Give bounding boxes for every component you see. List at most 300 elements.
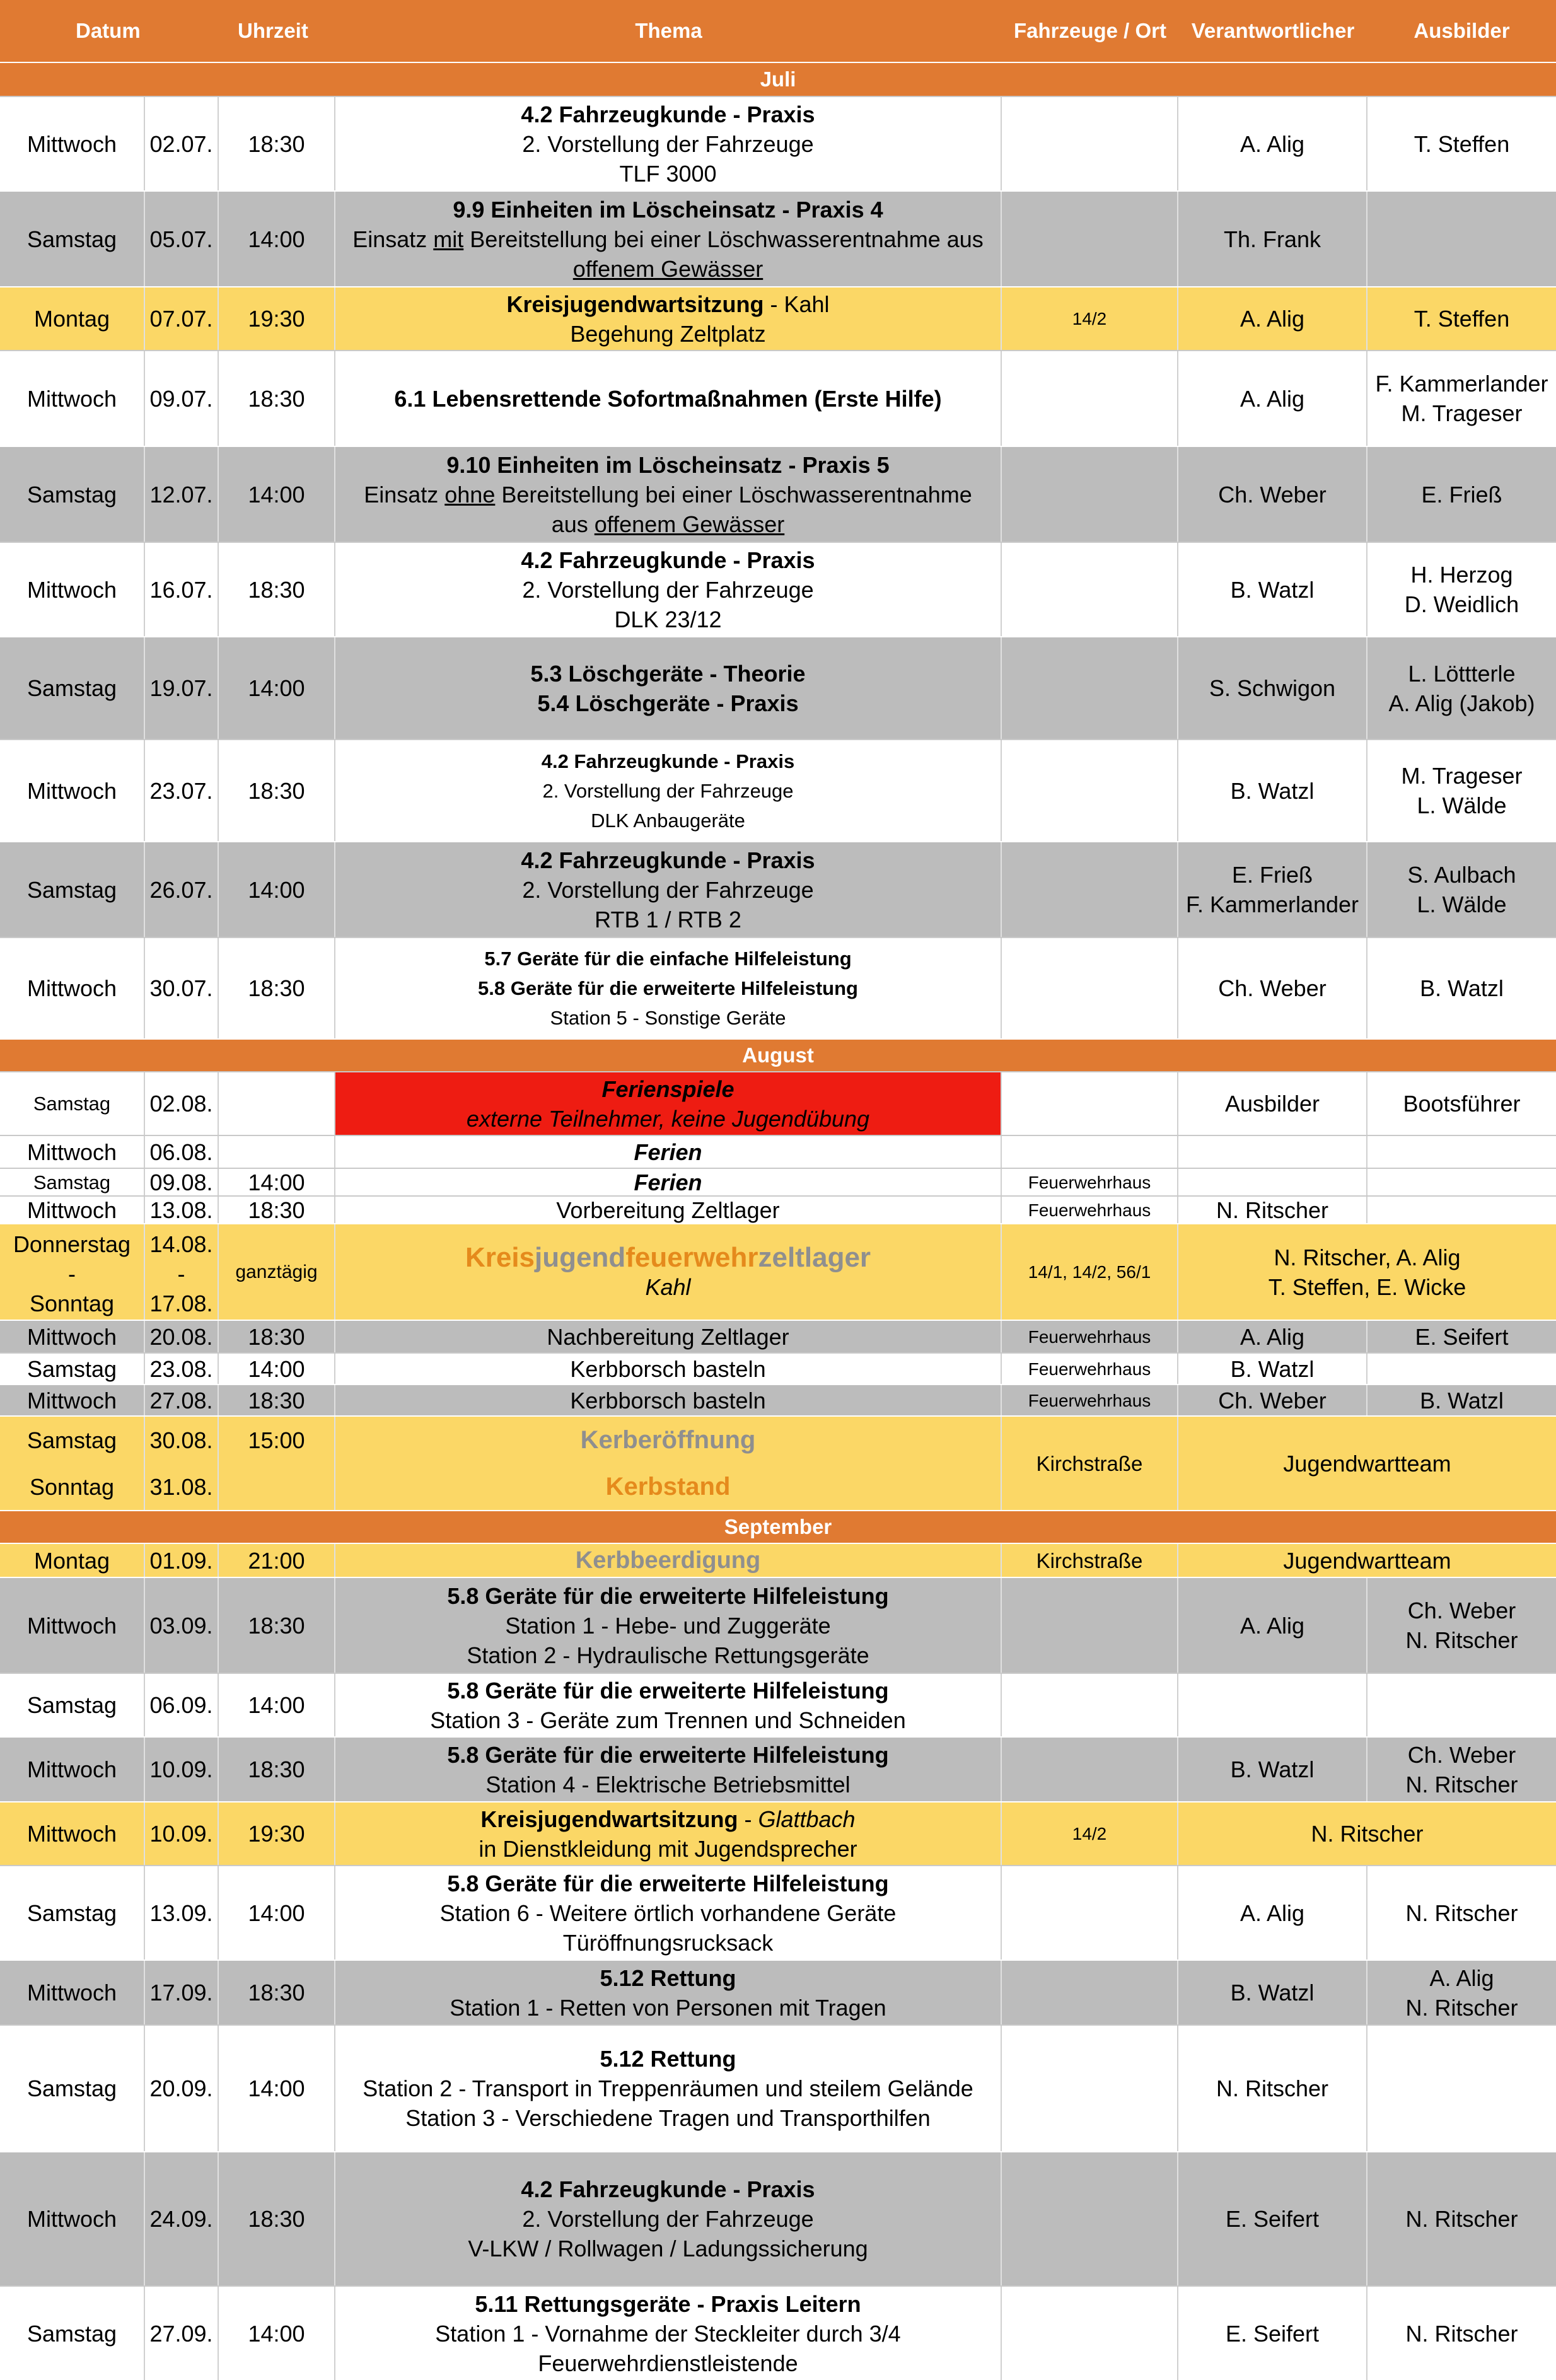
trainer-name: N. Ritscher (1405, 1627, 1518, 1653)
table-row (0, 1320, 1556, 1352)
responsible-cell (1178, 1674, 1367, 1736)
time-cell: 15:00 (219, 1417, 335, 1510)
trainer-cell (1367, 842, 1556, 937)
time-cell: 18:30 (219, 1961, 335, 2024)
trainer-cell (1367, 2026, 1556, 2151)
vehicles-cell (1002, 1961, 1178, 2024)
date-cell: 12.07. (145, 447, 219, 542)
topic-cell: Kerbbeerdigung (335, 1544, 1002, 1577)
time-cell (219, 1072, 335, 1135)
day-cell: Mittwoch (0, 1802, 145, 1865)
topic-cell (335, 938, 1002, 1038)
table-row (0, 542, 1556, 636)
table-row (0, 1801, 1556, 1865)
responsible-cell: B. Watzl (1178, 1354, 1367, 1384)
responsible-cell: B. Watzl (1178, 543, 1367, 636)
table-row (0, 2285, 1556, 2380)
responsible-cell: N. Ritscher (1311, 1821, 1424, 1847)
day-end: Sonntag (29, 1291, 115, 1316)
topic-text: Bereitstellung bei einer Löschwasserentnahme aus (463, 226, 984, 252)
table-row (0, 1071, 1556, 1135)
trainer-cell (1367, 1578, 1556, 1673)
vehicles-cell (1002, 543, 1178, 636)
responsible-cell: Ch. Weber (1178, 938, 1367, 1038)
trainer-cell: E. Seifert (1415, 1323, 1509, 1350)
time-cell: 18:30 (219, 2152, 335, 2285)
trainer-cell (1367, 1961, 1556, 2024)
vehicles-cell: Feuerwehrhaus (1002, 1385, 1178, 1415)
topic-title: 5.8 Geräte für die erweiterte Hilfeleistung (447, 1582, 889, 1609)
table-row (0, 286, 1556, 350)
header-time: Uhrzeit (238, 19, 308, 42)
topic-title: Kerberöffnung (580, 1425, 756, 1454)
date-end: 17.08. (149, 1291, 213, 1316)
topic-line: Station 3 - Geräte zum Trennen und Schneiden (430, 1707, 906, 1733)
meeting-name: Kreisjugendwartsitzung (506, 291, 764, 317)
responsible-cell: A. Alig (1178, 97, 1367, 190)
time-cell: 21:00 (219, 1544, 335, 1577)
topic-title (480, 1804, 855, 1834)
time-cell: 18:30 (219, 740, 335, 841)
date-cell: 27.08. (145, 1385, 219, 1415)
topic-title: 9.9 Einheiten im Löscheinsatz - Praxis 4 (453, 196, 883, 223)
day-cell: Samstag (0, 1072, 145, 1135)
topic-cell (335, 1417, 1002, 1510)
trainer-name: M. Trageser (1401, 763, 1523, 789)
trainer-cell (1367, 351, 1556, 446)
trainer-cell (1367, 1738, 1556, 1801)
topic-cell (335, 740, 1002, 841)
day-cell: Mittwoch (0, 1578, 145, 1673)
day-cell: Samstag (0, 192, 145, 286)
table-row (0, 1865, 1556, 1959)
topic-line: DLK Anbaugeräte (591, 809, 745, 832)
camp-title-part: jugend (535, 1241, 626, 1273)
topic-line: 2. Vorstellung der Fahrzeuge (522, 131, 814, 157)
vehicles-cell (1002, 2152, 1178, 2285)
topic-cell (335, 2152, 1002, 2285)
topic-title: Ferienspiele (601, 1076, 734, 1102)
date-cell: 06.08. (145, 1136, 219, 1168)
topic-line: 2. Vorstellung der Fahrzeuge (542, 779, 794, 802)
topic-cell: Kerbborsch basteln (335, 1385, 1002, 1415)
range-dash: - (68, 1261, 76, 1287)
time-cell: 19:30 (219, 287, 335, 350)
topic-title (506, 289, 829, 319)
responsible-cell: Ausbilder (1178, 1072, 1367, 1135)
responsible-cell: Th. Frank (1178, 192, 1367, 286)
trainer-name: S. Aulbach (1407, 862, 1516, 888)
topic-line: Station 6 - Weitere örtlich vorhandene Geräte (439, 1900, 897, 1926)
topic-cell (335, 2287, 1002, 2380)
day-end: Sonntag (29, 1473, 115, 1500)
vehicles-cell: Feuerwehrhaus (1002, 1169, 1178, 1195)
trainer-name: Ch. Weber (1407, 1741, 1516, 1768)
table-row (0, 350, 1556, 446)
responsible-cell: N. Ritscher (1178, 1197, 1367, 1223)
trainer-name: L. Löttterle (1408, 660, 1516, 687)
topic-cell (335, 543, 1002, 636)
vehicles-cell (1002, 192, 1178, 286)
table-row (0, 1384, 1556, 1415)
day-cell: Mittwoch (0, 351, 145, 446)
trainer-cell (1367, 1169, 1556, 1195)
responsible-cell (1178, 1224, 1556, 1320)
time-cell: 14:00 (219, 1866, 335, 1959)
date-cell: 05.07. (145, 192, 219, 286)
vehicles-cell: Kirchstraße (1002, 1417, 1178, 1510)
topic-line (352, 224, 984, 254)
vehicles-cell (1002, 1738, 1178, 1801)
table-row (0, 1577, 1556, 1673)
month-august: August (0, 1038, 1556, 1071)
vehicles-cell (1002, 1674, 1178, 1736)
topic-cell: Kerbborsch basteln (335, 1354, 1002, 1384)
day-cell: Mittwoch (0, 1738, 145, 1801)
trainer-cell (1367, 1354, 1556, 1384)
trainer-cell: B. Watzl (1420, 1387, 1504, 1413)
header-date: Datum (76, 19, 141, 42)
responsible-cell: Jugendwartteam (1283, 1547, 1451, 1574)
trainer-name: N. Ritscher (1405, 1771, 1518, 1797)
trainer-name: L. Wälde (1417, 792, 1507, 818)
topic-line: TLF 3000 (619, 160, 717, 187)
day-cell (0, 1224, 145, 1320)
month-september: September (0, 1510, 1556, 1543)
topic-cell: Ferien (335, 1169, 1002, 1195)
topic-title: 5.8 Geräte für die erweiterte Hilfeleistung (447, 1741, 889, 1768)
vehicles-cell (1002, 938, 1178, 1038)
table-row (0, 1673, 1556, 1736)
responsible-cell (1178, 842, 1367, 937)
responsible-cell: A. Alig (1178, 351, 1367, 446)
vehicles-cell: Feuerwehrhaus (1002, 1197, 1178, 1223)
topic-cell (335, 97, 1002, 190)
day-cell: Mittwoch (0, 1136, 145, 1168)
topic-line: Begehung Zeltplatz (570, 320, 766, 347)
day-cell: Mittwoch (0, 543, 145, 636)
day-cell: Samstag (0, 2026, 145, 2151)
trainer-name: D. Weidlich (1404, 591, 1519, 617)
topic-title: 9.10 Einheiten im Löscheinsatz - Praxis 5 (446, 451, 890, 478)
trainer-name: F. Kammerlander (1375, 371, 1548, 397)
topic-title: Kerbstand (605, 1472, 731, 1501)
table-row (0, 937, 1556, 1038)
day-cell: Samstag (0, 1169, 145, 1195)
date-cell: 01.09. (145, 1544, 219, 1577)
topic-cell (335, 447, 1002, 542)
camp-title-part: feuerwehr (625, 1241, 758, 1273)
trainer-cell (1367, 637, 1556, 739)
camp-title-part: Kreis (465, 1241, 535, 1273)
topic-line: Station 1 - Retten von Personen mit Tragen (450, 1994, 886, 2021)
topic-line: 2. Vorstellung der Fahrzeuge (522, 2206, 814, 2232)
vehicles-cell (1002, 740, 1178, 841)
table-row (0, 2024, 1556, 2151)
vehicles-cell (1002, 447, 1178, 542)
trainer-name: M. Trageser (1401, 400, 1523, 426)
header-topic: Thema (635, 19, 702, 42)
date-cell: 06.09. (145, 1674, 219, 1736)
topic-cell (335, 1224, 1002, 1320)
topic-text: Einsatz (352, 226, 434, 252)
day-cell: Samstag (0, 447, 145, 542)
topic-line: externe Teilnehmer, keine Jugendübung (466, 1105, 870, 1132)
topic-emphasis: ohne (444, 481, 496, 508)
day-cell: Mittwoch (0, 1321, 145, 1352)
topic-cell (335, 1802, 1002, 1865)
date-cell: 26.07. (145, 842, 219, 937)
responsible-cell: S. Schwigon (1178, 637, 1367, 739)
date-cell: 30.07. (145, 938, 219, 1038)
trainer-name: L. Wälde (1417, 891, 1507, 917)
topic-text: Einsatz (364, 481, 445, 508)
trainer-cell (1367, 1197, 1556, 1223)
topic-title: 4.2 Fahrzeugkunde - Praxis (521, 547, 815, 573)
day-cell: Samstag (0, 1866, 145, 1959)
table-row (0, 1736, 1556, 1801)
date-cell: 20.08. (145, 1321, 219, 1352)
topic-line: Türöffnungsrucksack (562, 1929, 774, 1956)
vehicles-cell (1002, 842, 1178, 937)
table-row (0, 1168, 1556, 1195)
topic-cell (335, 2026, 1002, 2151)
vehicles-cell (1002, 1136, 1178, 1168)
trainer-cell: T. Steffen (1414, 131, 1510, 157)
day-cell: Montag (0, 1544, 145, 1577)
responsible-cell (1178, 1136, 1367, 1168)
topic-title: 5.4 Löschgeräte - Praxis (537, 690, 799, 716)
responsible-cell: B. Watzl (1178, 1961, 1367, 2024)
vehicles-cell: 14/1, 14/2, 56/1 (1002, 1224, 1178, 1320)
trainer-cell: N. Ritscher (1405, 2320, 1518, 2347)
table-row (0, 446, 1556, 542)
responsible-cell: Ch. Weber (1178, 447, 1367, 542)
date-cell: 07.07. (145, 287, 219, 350)
time-cell: 18:30 (219, 1578, 335, 1673)
time-cell: 18:30 (219, 351, 335, 446)
table-row (0, 739, 1556, 841)
vehicles-cell: Feuerwehrhaus (1002, 1354, 1178, 1384)
time-cell: 14:00 (219, 637, 335, 739)
day-cell: Mittwoch (0, 938, 145, 1038)
topic-line: Station 4 - Elektrische Betriebsmittel (485, 1771, 851, 1797)
topic-line: Kahl (645, 1274, 691, 1300)
topic-cell (335, 1866, 1002, 1959)
camp-title (465, 1243, 871, 1272)
responsible-name: E. Frieß (1231, 862, 1313, 888)
responsible-cell: Ch. Weber (1178, 1385, 1367, 1415)
time-cell: 18:30 (219, 1197, 335, 1223)
day-cell: Samstag (0, 1354, 145, 1384)
time-cell: 14:00 (219, 842, 335, 937)
camp-title-part: zeltlager (758, 1241, 871, 1273)
table-row (0, 1959, 1556, 2024)
time-cell: 18:30 (219, 97, 335, 190)
responsible-name: F. Kammerlander (1185, 891, 1359, 917)
date-cell: 02.07. (145, 97, 219, 190)
day-cell: Samstag (0, 2287, 145, 2380)
vehicles-cell (1002, 1866, 1178, 1959)
topic-line: Feuerwehrdienstleistende (538, 2350, 798, 2376)
topic-title: 5.12 Rettung (600, 2046, 736, 2072)
table-row (0, 1543, 1556, 1577)
trainer-name: N. Ritscher (1405, 1994, 1518, 2021)
date-cell: 24.09. (145, 2152, 219, 2285)
meeting-place: - Kahl (763, 291, 830, 317)
topic-cell (335, 287, 1002, 350)
time-cell: 14:00 (219, 192, 335, 286)
topic-title: 5.12 Rettung (600, 1965, 736, 1991)
day-cell: Mittwoch (0, 1197, 145, 1223)
topic-line (364, 480, 972, 509)
topic-cell: Ferien (335, 1136, 1002, 1168)
table-row (0, 1195, 1556, 1223)
trainer-name: A. Alig (Jakob) (1388, 690, 1535, 716)
trainer-cell (1367, 192, 1556, 286)
date-cell: 10.09. (145, 1738, 219, 1801)
topic-cell (335, 1961, 1002, 2024)
responsible-cell (1178, 1169, 1367, 1195)
topic-cell (335, 1674, 1002, 1736)
date-cell: 09.08. (145, 1169, 219, 1195)
topic-line: 2. Vorstellung der Fahrzeuge (522, 576, 814, 603)
day-cell (0, 1417, 145, 1510)
time-cell: 19:30 (219, 1802, 335, 1865)
date-start: 30.08. (149, 1427, 213, 1453)
day-cell: Mittwoch (0, 740, 145, 841)
date-cell: 17.09. (145, 1961, 219, 2024)
day-cell: Samstag (0, 1674, 145, 1736)
topic-title: 5.7 Geräte für die einfache Hilfeleistung (484, 948, 852, 970)
trainer-cell: E. Frieß (1421, 481, 1502, 508)
time-cell (219, 1136, 335, 1168)
responsible-cell: N. Ritscher (1178, 2026, 1367, 2151)
day-cell: Mittwoch (0, 1961, 145, 2024)
header-vehicles: Fahrzeuge / Ort (1013, 19, 1167, 42)
topic-cell: Vorbereitung Zeltlager (335, 1197, 1002, 1223)
responsible-cell: A. Alig (1178, 1578, 1367, 1673)
meeting-name: Kreisjugendwartsitzung (480, 1806, 738, 1832)
topic-text: Bereitstellung bei einer Löschwasserentnahme (495, 481, 972, 508)
table-row (0, 1352, 1556, 1384)
responsible-cell: E. Seifert (1178, 2152, 1367, 2285)
time-cell: ganztägig (219, 1224, 335, 1320)
table-row (0, 1415, 1556, 1510)
topic-line: Station 1 - Hebe- und Zuggeräte (505, 1612, 831, 1639)
vehicles-cell: Feuerwehrhaus (1002, 1321, 1178, 1352)
trainer-cell: B. Watzl (1420, 975, 1504, 1001)
day-cell: Mittwoch (0, 1385, 145, 1415)
trainer-cell: T. Steffen (1414, 306, 1510, 332)
responsible-cell: A. Alig (1178, 1866, 1367, 1959)
vehicles-cell: 14/2 (1002, 1802, 1178, 1865)
topic-line: Station 5 - Sonstige Geräte (550, 1007, 786, 1029)
vehicles-cell (1002, 637, 1178, 739)
topic-title: 4.2 Fahrzeugkunde - Praxis (541, 750, 795, 772)
time-cell: 14:00 (219, 447, 335, 542)
topic-cell (335, 842, 1002, 937)
trainer-cell: Bootsführer (1403, 1091, 1521, 1117)
date-cell (145, 1224, 219, 1320)
table-row (0, 2151, 1556, 2285)
topic-cell (335, 637, 1002, 739)
month-july: Juli (0, 62, 1556, 96)
table-row (0, 636, 1556, 739)
responsible-name: T. Steffen, E. Wicke (1268, 1274, 1466, 1300)
trainer-cell (1367, 1136, 1556, 1168)
time-cell: 18:30 (219, 938, 335, 1038)
table-row (0, 1223, 1556, 1320)
time-cell: 18:30 (219, 1321, 335, 1352)
meeting-sep: - (738, 1806, 758, 1832)
vehicles-cell (1002, 1578, 1178, 1673)
topic-emphasis: offenem Gewässer (594, 511, 785, 537)
header-trainer: Ausbilder (1414, 19, 1510, 42)
topic-title: 5.8 Geräte für die erweiterte Hilfeleistung (447, 1870, 889, 1896)
topic-line: Station 3 - Verschiedene Tragen und Transporthilfen (405, 2105, 931, 2131)
topic-title: 6.1 Lebensrettende Sofortmaßnahmen (Erste Hilfe) (394, 385, 942, 412)
date-cell: 03.09. (145, 1578, 219, 1673)
day-start: Donnerstag (13, 1231, 131, 1257)
day-cell: Montag (0, 287, 145, 350)
table-row (0, 1135, 1556, 1168)
topic-line: in Dienstkleidung mit Jugendsprecher (479, 1835, 857, 1862)
time-cell: 14:00 (219, 1169, 335, 1195)
responsible-cell: A. Alig (1178, 1321, 1367, 1352)
date-start: 14.08. (149, 1231, 213, 1257)
date-cell: 09.07. (145, 351, 219, 446)
responsible-name: N. Ritscher, A. Alig (1274, 1244, 1461, 1270)
table-row (0, 841, 1556, 937)
date-cell: 20.09. (145, 2026, 219, 2151)
responsible-cell: B. Watzl (1178, 740, 1367, 841)
date-cell: 13.09. (145, 1866, 219, 1959)
responsible-cell: Jugendwartteam (1283, 1450, 1451, 1477)
vehicles-cell (1002, 1072, 1178, 1135)
responsible-cell: A. Alig (1178, 287, 1367, 350)
time-cell: 18:30 (219, 1385, 335, 1415)
day-cell: Samstag (0, 637, 145, 739)
topic-line: Station 2 - Hydraulische Rettungsgeräte (467, 1642, 869, 1668)
range-dash: - (177, 1261, 185, 1287)
time-cell: 14:00 (219, 2026, 335, 2151)
topic-cell (335, 192, 1002, 286)
header-responsible: Verantwortlicher (1191, 19, 1355, 42)
topic-line (552, 509, 785, 539)
date-cell: 02.08. (145, 1072, 219, 1135)
trainer-cell (1367, 1674, 1556, 1736)
day-cell: Mittwoch (0, 97, 145, 190)
date-cell: 19.07. (145, 637, 219, 739)
table-row (0, 190, 1556, 286)
topic-title: 4.2 Fahrzeugkunde - Praxis (521, 847, 815, 873)
topic-cell (335, 1578, 1002, 1673)
date-cell: 10.09. (145, 1802, 219, 1865)
topic-line: offenem Gewässer (572, 255, 763, 282)
topic-line: 2. Vorstellung der Fahrzeuge (522, 876, 814, 903)
time-cell: 18:30 (219, 1738, 335, 1801)
topic-line: Station 1 - Vornahme der Steckleiter durch 3/4 (435, 2320, 901, 2347)
trainer-name: A. Alig (1429, 1965, 1494, 1991)
table-header (0, 0, 1556, 62)
day-start: Samstag (26, 1427, 117, 1453)
table-row (0, 96, 1556, 190)
topic-title: 5.11 Rettungsgeräte - Praxis Leitern (475, 2290, 861, 2317)
time-cell: 18:30 (219, 543, 335, 636)
meeting-place: Glattbach (758, 1806, 856, 1832)
topic-title: 4.2 Fahrzeugkunde - Praxis (521, 2176, 815, 2202)
